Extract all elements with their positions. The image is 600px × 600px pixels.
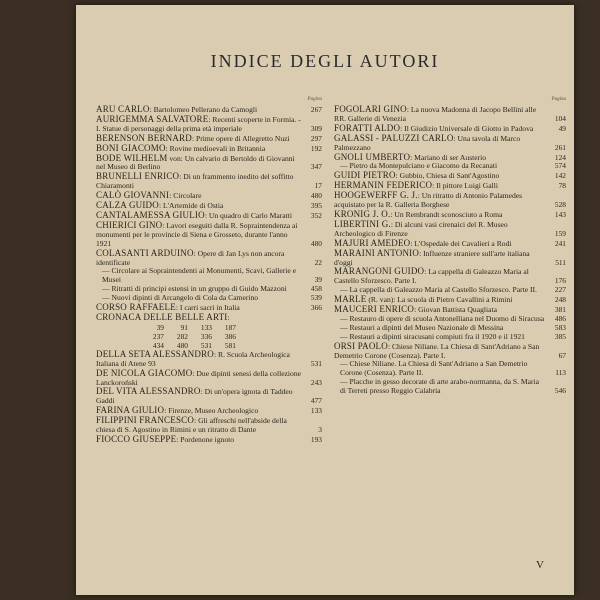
entry-page-number: 248 [554,295,566,305]
cronaca-page-number: 581 [224,340,236,350]
entry-page-number: 113 [555,368,566,378]
index-entry [96,387,322,406]
entry-title: : Influenze straniere sull'arte italiana d'oggi [334,248,530,267]
entry-author: DELLA SETA ALESSANDRO [96,348,214,359]
index-entry [96,115,322,134]
entry-title: : Gubbio, Chiesa di Sant'Agostino [395,171,500,181]
entry-page-number: 297 [310,133,322,143]
entry-title: — La cappella di Galeazzo Maria al Castello Sforzesco. Parte II. [340,285,537,295]
entry-title: : Una tavola di Marco Palmezzano [334,133,521,152]
entry-page-number: 193 [310,435,322,444]
entry-author: CRONACA DELLE BELLE ARTI [96,311,228,322]
entry-page-number: 539 [310,293,322,303]
entry-author: ORSI PAOLO [334,340,388,351]
entry-title: : Due dipinti senesi della collezione Lanckoroński [96,368,302,387]
cronaca-page-number: 187 [224,322,236,332]
index-entry [334,105,566,124]
cronaca-page-number: 133 [200,322,212,332]
index-entry [96,435,322,445]
right-column [334,97,566,396]
entry-title: : Il Giudizio Universale di Giotto in Padova [400,123,534,133]
entry-title: (R. van): La scuola di Pietro Cavallini a Rimini [366,295,513,305]
entry-title: : Di un frammento inedito del soffitto Chiaramonti [96,172,294,191]
cronaca-page-number: 386 [224,331,236,341]
entry-title: : Recenti scoperte in Formia. - I. Statue di personaggi della prima età imperiale [96,114,301,133]
entry-page-number: 531 [310,358,322,368]
index-entry [96,416,322,435]
entry-page-number: 385 [554,331,566,341]
entry-page-number: 381 [554,305,566,315]
entry-title: : L'Artemide di Ostia [158,201,224,211]
index-entry [334,342,566,361]
entry-author: MARAINI ANTONIO [334,247,420,258]
entry-page-number: 49 [558,123,566,133]
index-entry [334,286,566,295]
entry-author: DE NICOLA GIACOMO [96,367,193,378]
entry-page-number: 192 [310,143,322,153]
entry-author: MAJURI AMEDEO [334,237,411,248]
entry-title: : L'Ospedale dei Cavalieri a Rodi [410,238,512,248]
entry-page-number: 78 [558,181,566,191]
entry-page-number: 366 [310,303,322,313]
entry-author: HERMANIN FEDERICO [334,180,433,191]
entry-author: CALÒ GIOVANNI [96,190,170,201]
entry-page-number: 583 [554,322,566,332]
cronaca-page-number: 91 [180,322,188,332]
index-entry [96,154,322,173]
entry-page-number: 261 [554,142,566,152]
entry-page-number: 143 [554,209,566,219]
entry-title: : La nuova Madonna di Jacopo Bellini alle RR. Gallerie di Venezia [334,105,537,123]
entry-title: : Lavori eseguiti dalla R. Sopraintendenza ai monumenti per le provincie di Siena e Grosseto, durante l'anno 1921 [96,220,298,248]
left-entry-list [96,105,322,445]
pagina-label-left: Pagina [307,97,322,102]
entry-title: : Firenze, Museo Archeologico [164,406,259,416]
entry-title: : Un Rembrandt sconosciuto a Roma [390,209,503,219]
cronaca-page-number: 531 [200,340,212,350]
entry-title: : Il pittore Luigi Galli [432,181,498,191]
entry-page-number: 352 [310,210,322,220]
entry-title: : Bartolomeo Pellerano da Camogli [149,105,258,114]
entry-author: MARLE [334,294,367,305]
entry-page-number: 395 [310,201,322,211]
index-entry [334,249,566,268]
entry-title: : Pordenone ignoto [176,435,235,444]
entry-author: GUIDI PIETRO [334,170,396,181]
entry-page-number: 22 [314,257,322,267]
index-entry [334,220,566,239]
entry-page-number: 17 [314,181,322,191]
entry-title: — Restauro di opere di scuola Antonelliana nel Duomo di Siracusa [340,313,545,323]
index-entry [96,249,322,268]
entry-title: : Di alcuni vasi cirenaici del R. Museo Archeologico di Firenze [334,219,508,238]
entry-title: : Un ritratto di Antonio Palamedes acquistato per la R. Galleria Borghese [334,191,523,210]
entry-page-number: 227 [554,285,566,295]
index-entry [334,134,566,153]
pagina-label-right: Pagina [551,97,566,102]
entry-title: — Chiese Niliane. La Chiesa di Sant'Adriano a San Demetrio Corone (Cosenza). Parte II. [340,359,528,378]
cronaca-page-number: 480 [176,340,188,350]
entry-author: BODE WILHELM [96,152,168,163]
entry-page-number: 124 [554,152,566,162]
entry-title: von: Un calvario di Bertoldo di Giovanni nel Museo di Berlino [96,153,295,172]
entry-author: BRUNELLI ENRICO [96,171,180,182]
cronaca-page-number: 336 [200,331,212,341]
entry-title: — Restauri a dipinti del Museo Nazionale di Messina [340,322,504,332]
cronaca-page-number: 434 [152,340,164,350]
entry-author: FARINA GIULIO [96,405,165,416]
entry-author: FOGOLARI GINO [334,104,407,114]
entry-author: GALASSI - PALUZZI CARLO [334,132,454,143]
entry-title: — Pietro da Montepulciano e Giacomo da Recanati [340,161,498,171]
index-entry [96,221,322,249]
entry-page-number: 486 [554,313,566,323]
entry-title: : La cappella di Galeazzo Maria al Castello Sforzesco. Parte I. [334,267,529,286]
entry-page-number: 477 [310,396,322,406]
entry-page-number: 347 [310,162,322,172]
entry-title: : Mariano di ser Austerio [410,152,487,162]
index-entry [334,378,566,396]
entry-author: FIOCCO GIUSEPPE [96,434,177,444]
entry-page-number: 176 [554,276,566,286]
entry-title: — Restauri a dipinti siracusani compiuti fra il 1920 e il 1921 [340,331,525,341]
entry-title: : Rovine medioevali in Britannia [165,143,266,153]
entry-author: CORSO RAFFAELE [96,302,176,313]
index-entry [96,267,322,285]
entry-title: : [227,312,230,322]
entry-page-number: 546 [554,386,566,396]
cronaca-page-numbers [96,323,322,350]
entry-title: — Placche in gesso decorate di arte arabo-normanna, da S. Maria di Terreti presso Reggio Calabria [340,377,540,396]
entry-title: : Gli affreschi nell'abside della chiesa di S. Agostino in Rimini e un ritratto di Dante [96,416,287,435]
left-column [96,97,322,445]
entry-author: HOOGEWERFF G. J. [334,190,418,201]
entry-author: ARU CARLO [96,104,150,114]
cronaca-page-number: 237 [152,331,164,341]
entry-author: BERENSON BERNARD [96,132,192,143]
book-page [76,5,574,595]
entry-title: : R. Scuola Archeologica Italiana di Atene 93 [96,349,290,368]
entry-page-number: 528 [554,200,566,210]
index-entry [96,369,322,388]
index-entry [334,267,566,286]
entry-page-number: 480 [310,238,322,248]
entry-page-number: 142 [554,171,566,181]
entry-author: FORATTI ALDO [334,122,401,133]
right-entry-list [334,105,566,396]
entry-page-number: 3 [318,425,322,435]
entry-title: : Prime opere di Allegretto Nuzi [191,133,290,143]
index-entry [96,172,322,191]
entry-page-number: 267 [310,105,322,114]
entry-author: MAUCERI ENRICO [334,304,415,315]
entry-page-number: 243 [310,377,322,387]
entry-author: CHIERICI GINO [96,219,163,230]
entry-title: : Giovan Battista Quagliata [414,305,497,315]
entry-page-number: 458 [310,284,322,294]
entry-author: GNOLI UMBERTO [334,151,411,162]
entry-page-number: 511 [555,257,566,267]
index-entry [96,313,322,323]
cronaca-page-number: 282 [176,331,188,341]
entry-title: : Circolare [169,191,202,201]
entry-page-number: 241 [554,238,566,248]
entry-title: : Opere di Jan Lys non ancora identificate [96,248,285,267]
entry-author: LIBERTINI G. [334,218,391,229]
entry-author: AURIGEMMA SALVATORE [96,113,209,124]
entry-title: — Circolare ai Sopraintendenti ai Monumenti, Scavi, Gallerie e Musei [102,266,297,285]
entry-page-number: 159 [554,228,566,238]
entry-author: FILIPPINI FRANCESCO [96,415,195,426]
index-entry [334,191,566,210]
entry-page-number: 309 [310,123,322,133]
page-title: INDICE DEGLI AUTORI [210,51,440,71]
page-folio-number: V [536,559,544,571]
entry-author: DEL VITA ALESSANDRO [96,386,201,397]
entry-title: — Ritratti di principi estensi in un gruppo di Guido Mazzoni [102,284,287,294]
entry-title: — Nuovi dipinti di Arcangelo di Cola da Camerino [102,293,259,303]
index-entry [96,350,322,369]
cronaca-page-number: 39 [156,322,164,332]
entry-page-number: 133 [310,406,322,416]
entry-author: COLASANTI ARDUINO [96,247,194,258]
entry-page-number: 480 [310,191,322,201]
entry-title: : Chiese Niliane. La Chiesa di Sant'Adriano a San Demetrio Corone (Cosenza). Parte I. [334,341,540,360]
index-entry [334,360,566,378]
entry-author: BONI GIACOMO [96,142,166,153]
entry-page-number: 67 [558,350,566,360]
entry-author: CANTALAMESSA GIULIO [96,209,205,220]
entry-author: CALZA GUIDO [96,200,159,211]
entry-page-number: 104 [554,113,566,123]
entry-title: : I carri sacri in Italia [175,303,240,313]
entry-title: : Un quadro di Carlo Maratti [204,210,292,220]
entry-author: MARANGONI GUIDO [334,266,425,277]
entry-author: KRONIG J. O. [334,208,391,219]
entry-page-number: 574 [554,161,566,171]
entry-page-number: 39 [314,275,322,285]
entry-title: : Di un'opera ignota di Taddeo Gaddi [96,387,293,406]
